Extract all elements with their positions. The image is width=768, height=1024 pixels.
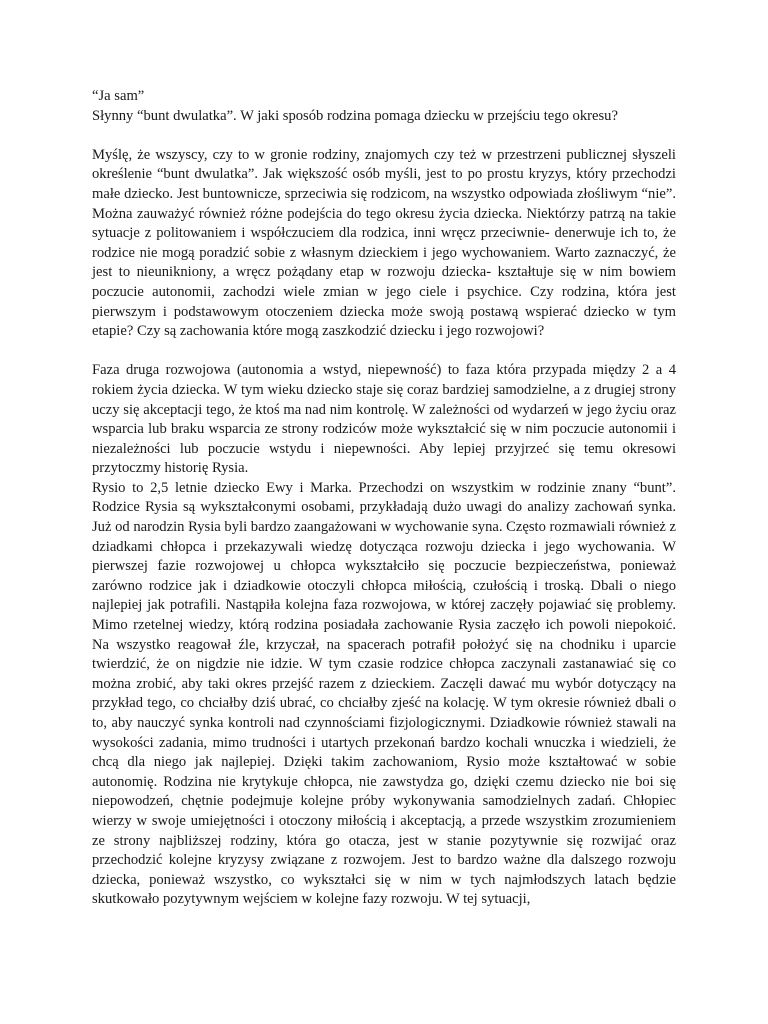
paragraph-gap	[92, 342, 676, 362]
document-page	[92, 87, 676, 910]
document-question: Słynny “bunt dwulatka”. W jaki sposób rodzina pomaga dziecku w przejściu tego okresu?	[92, 107, 618, 124]
paragraph-intro: Myślę, że wszyscy, czy to w gronie rodziny, znajomych czy też w przestrzeni publicznej słyszeli określenie “bunt dwulatka”. Jak większość osób myśli, jest to po prostu kryzys, który przechodzi małe dziecko. Jest buntownicze, sprzeciwia się rodzicom, na wszystko odpowiada złośliwym “nie”. Można zauważyć również różne podejścia do tego okresu życia dziecka. Niektórzy patrzą na takie sytuacje z politowaniem i współczuciem dla rodzica, inni wręcz przeciwnie- denerwuje ich to, że rodzice nie mogą poradzić sobie z własnym dzieckiem i jego wychowaniem. Warto zaznaczyć, że jest to nieunikniony, a wręcz pożądany etap w rozwoju dziecka- kształtuje się w nim bowiem poczucie autonomii, zachodzi wiele zmian w jego ciele i psychice. Czy rodzina, która jest pierwszym i podstawowym otoczeniem dziecka może swoją postawą wspierać dziecko w tym etapie? Czy są zachowania które mogą zaszkodzić dziecku i jego rozwojowi?	[92, 146, 676, 340]
paragraph-rysio-story: Rysio to 2,5 letnie dziecko Ewy i Marka. Przechodzi on wszystkim w rodzinie znany “bunt”. Rodzice Rysia są wykształconymi osobami, przykładają dużo uwagi do analizy zachowań synka. Już od narodzin Rysia byli bardzo zaangażowani w wychowanie syna. Często rozmawiali również z dziadkami chłopca i przekazywali wiedzę dotycząca rozwoju dziecka i jego wychowania. W pierwszej fazie rozwojowej u chłopca wykształciło się poczucie bezpieczeństwa, ponieważ zarówno rodzice jak i dziadkowie otoczyli chłopca miłością, czułością i troską. Dbali o niego najlepiej jak potrafili. Nastąpiła kolejna faza rozwojowa, w której zaczęły pojawiać się problemy. Mimo rzetelnej wiedzy, którą rodzina posiadała zachowanie Rysia zaczęło ich powoli niepokoić. Na wszystko reagował źle, krzyczał, na spacerach potrafił położyć się na chodniku i uparcie twierdzić, że on nigdzie nie idzie. W tym czasie rodzice chłopca zaczynali zastanawiać się co można zrobić, aby taki okres przejść razem z dzieckiem. Zaczęli dawać mu wybór dotyczący na przykład tego, co chciałby dziś ubrać, co chciałby zjeść na kolację. W tym okresie również dbali o to, aby nauczyć synka kontroli nad czynnościami fizjologicznymi. Dziadkowie również stawali na wysokości zadania, mimo trudności i utartych przekonań bardzo kochali wnuczka i wiedzieli, że chcą dla niego jak najlepiej. Dzięki takim zachowaniom, Rysio może kształtować w sobie autonomię. Rodzina nie krytykuje chłopca, nie zawstydza go, dzięki czemu dziecko nie boi się niepowodzeń, chętnie podejmuje kolejne próby wykonywania samodzielnych zadań. Chłopiec wierzy w swoje umiejętności i otoczony miłością i akceptacją, a przede wszystkim zrozumieniem ze strony najbliższej rodziny, która go otacza, jest w stanie pozytywnie się rozwijać oraz przechodzić kolejne kryzysy związane z rozwojem. Jest to bardzo ważne dla dalszego rozwoju dziecka, ponieważ wszystko, co wykształci się w nim w tych najmłodszych latach będzie skutkowało pozytywnym wejściem w kolejne fazy rozwoju. W tej sytuacji,	[92, 479, 676, 908]
paragraph-gap	[92, 126, 676, 146]
paragraph-phase-two: Faza druga rozwojowa (autonomia a wstyd, niepewność) to faza która przypada między 2 a 4 rokiem życia dziecka. W tym wieku dziecko staje się coraz bardziej samodzielne, a z drugiej strony uczy się akceptacji tego, że ktoś ma nad nim kontrolę. W zależności od wydarzeń w jego życiu oraz wsparcia lub braku wsparcia ze strony rodziców może wykształcić się w nim poczucie autonomii i niezależności lub poczucie wstydu i niepewności. Aby lepiej przyjrzeć się temu okresowi przytoczmy historię Rysia.	[92, 362, 676, 477]
document-title: “Ja sam”	[92, 88, 145, 104]
